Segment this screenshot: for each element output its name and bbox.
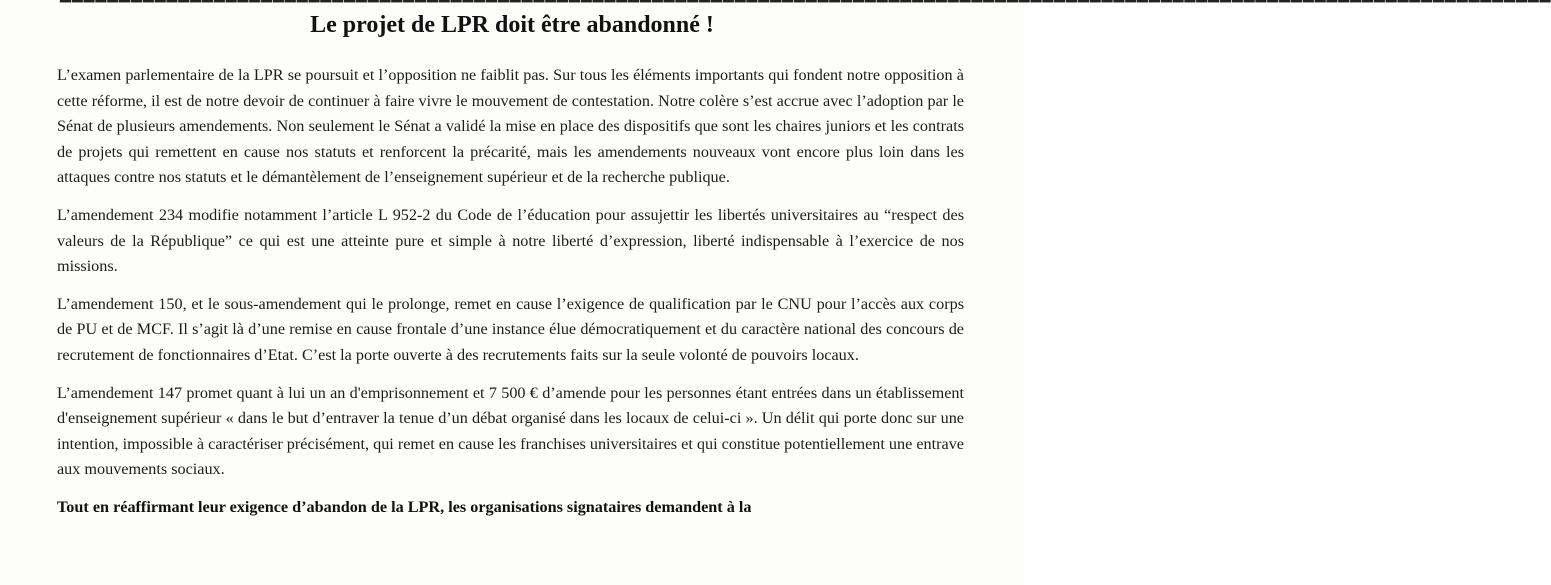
paragraph-intro: L’examen parlementaire de la LPR se poursuit et l’opposition ne faiblit pas. Sur tous les éléments importants qui fondent notre opposition à cette réforme, il est de notre devoir de continuer à faire vivre le mouvement de contestation. Notre colère s’est accrue avec l’adoption par le Sénat de plusieurs amendements. Non seulement le Sénat a validé la mise en place des dispositifs que sont les chaires juniors et les contrats de projets qui remettent en cause nos statuts et renforcent la précarité, mais les amendements nouveaux vont encore plus loin dans les attaques contre nos statuts et le démantèlement de l’enseignement supérieur et de la recherche publique. (57, 66, 964, 187)
paragraph-amendement-234: L’amendement 234 modifie notamment l’article L 952-2 du Code de l’éducation pour assujettir les libertés universitaires au “respect des valeurs de la République” ce qui est une atteinte pure et simple à notre liberté d’expression, liberté indispensable à l’exercice de nos missions. (57, 205, 964, 276)
document-title: Le projet de LPR doit être abandonné ! (310, 12, 714, 38)
document-body (57, 63, 964, 533)
paragraph-demand: Tout en réaffirmant leur exigence d’abandon de la LPR, les organisations signataires demandent à la (57, 497, 752, 516)
cropped-previous-line: ━━━━━━━━━━━━━━━━━━━━━━━━━━━━━━━━━━━━━━━━━━━━━━━━━━━━━━━━━━━━━━━━━━━━━━━━━━━━━━━━━━━━━━━━━━━━━━━━━━━━━━━━━━━━━━━━━━━━━━━━━━━━━━ (60, 0, 1551, 11)
paragraph-amendement-147: L’amendement 147 promet quant à lui un an d'emprisonnement et 7 500 € d’amende pour les personnes étant entrées dans un établissement d'enseignement supérieur « dans le but d’entraver la tenue d’un débat organisé dans les locaux de celui-ci ». Un délit qui porte donc sur une intention, impossible à caractériser précisément, qui remet en cause les franchises universitaires et qui constitue potentiellement une entrave aux mouvements sociaux. (57, 383, 964, 479)
paragraph-amendement-150: L’amendement 150, et le sous-amendement qui le prolonge, remet en cause l’exigence de qualification par le CNU pour l’accès aux corps de PU et de MCF. Il s’agit là d’une remise en cause frontale d’une instance élue démocratiquement et du caractère national des concours de recrutement de fonctionnaires d’Etat. C’est la porte ouverte à des recrutements faits sur la seule volonté de pouvoirs locaux. (57, 294, 964, 364)
